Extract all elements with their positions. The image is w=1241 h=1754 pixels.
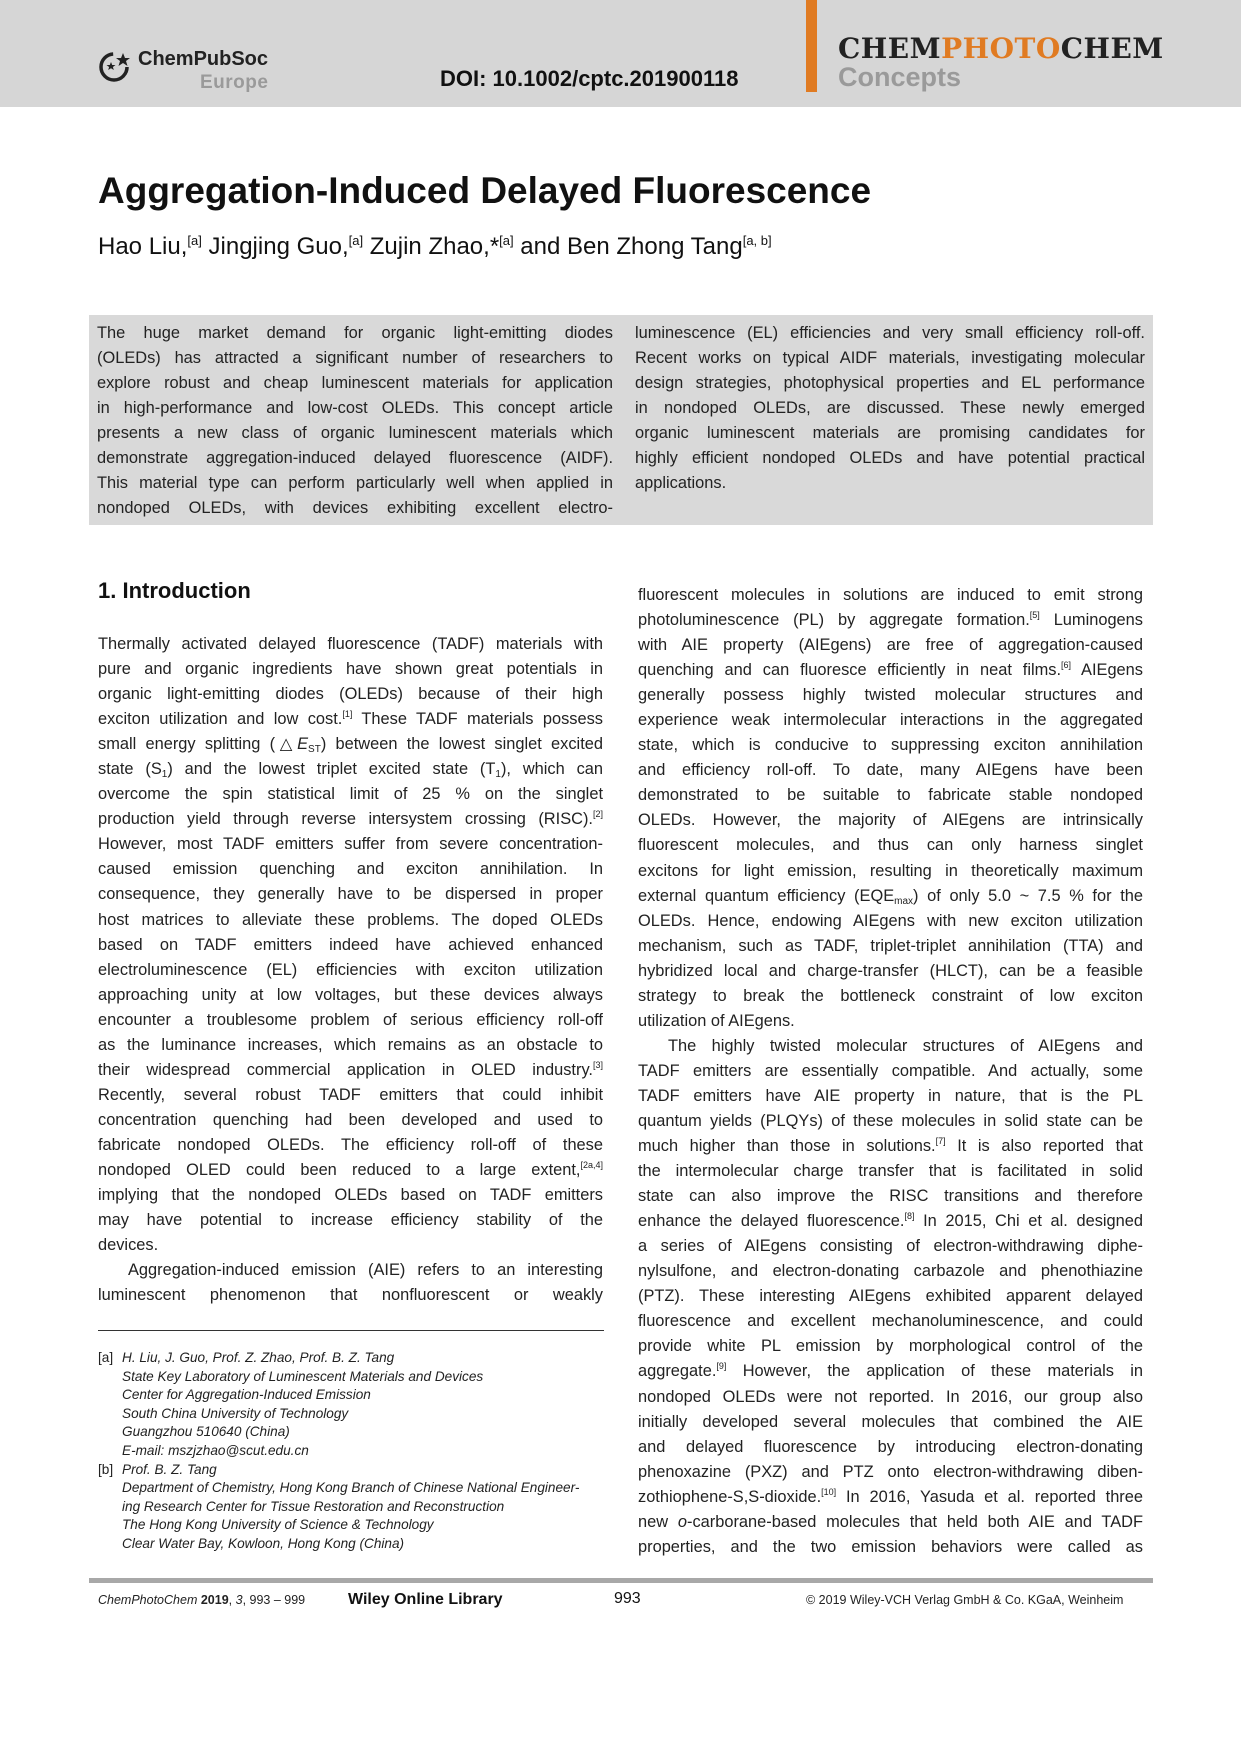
text-segment: AIEgens <box>1071 661 1143 680</box>
text-segment: ) of only 5.0 ~ 7.5 % for the <box>913 886 1143 905</box>
text-segment: enhance the delayed fluorescence. <box>638 1212 905 1231</box>
body-line: nylsulfone, and electron-donating carbazole and phenothiazine <box>638 1262 1143 1281</box>
body-line: the intermolecular charge transfer that is facilitated in solid <box>638 1162 1143 1181</box>
abstract-line: design strategies, photophysical properties and EL performance <box>635 374 1145 392</box>
logo-name: ChemPubSoc <box>138 48 269 70</box>
abstract-line: presents a new class of organic luminescent materials which <box>97 424 613 442</box>
body-line <box>98 807 603 832</box>
body-line <box>98 707 603 732</box>
section-heading-introduction: 1. Introduction <box>98 578 251 603</box>
footnote-line: South China University of Technology <box>122 1405 349 1421</box>
author-name: and Ben Zhong Tang <box>513 233 743 260</box>
body-line: TADF emitters are essentially compatible. And actually, some <box>638 1061 1143 1080</box>
body-line <box>638 658 1143 683</box>
text-segment: It is also reported that <box>945 1137 1143 1156</box>
footnote-line: Clear Water Bay, Kowloon, Hong Kong (China) <box>122 1535 405 1551</box>
body-line: and delayed fluorescence by introducing electron-donating <box>638 1437 1143 1456</box>
body-line: Recently, several robust TADF emitters that could inhibit <box>98 1085 603 1104</box>
body-line: encounter a troublesome problem of serious efficiency roll-off <box>98 1010 603 1029</box>
article-title: Aggregation-Induced Delayed Fluorescence <box>98 170 872 211</box>
author-affiliation: [a] <box>348 233 364 248</box>
body-line: fluorescent molecules, and thus can only harness singlet <box>638 836 1143 855</box>
body-line: caused emission quenching and exciton annihilation. In <box>98 860 603 879</box>
body-line: utilization of AIEgens. <box>638 1011 795 1030</box>
abstract-right-column <box>635 321 1145 496</box>
footnote-tag: [b] <box>98 1461 114 1477</box>
text-segment: new <box>638 1512 678 1531</box>
body-right-column <box>638 583 1143 1560</box>
text-segment: much higher than those in solutions. <box>638 1137 936 1156</box>
body-line <box>98 1058 603 1083</box>
body-line: quantum yields (PLQYs) of these molecules in solid state can be <box>638 1111 1143 1130</box>
text-segment: In 2016, Yasuda et al. reported three <box>836 1487 1143 1506</box>
body-line: devices. <box>98 1236 159 1255</box>
body-line: OLEDs. However, the majority of AIEgens are intrinsically <box>638 811 1143 830</box>
subscript: 1 <box>495 769 501 781</box>
body-line <box>98 732 603 757</box>
text-segment: nondoped OLED could been reduced to a large extent, <box>98 1160 581 1179</box>
body-line: organic light-emitting diodes (OLEDs) because of their high <box>98 685 603 704</box>
abstract-line: demonstrate aggregation-induced delayed fluorescence (AIDF). <box>97 449 613 467</box>
body-line: fabricate nondoped OLEDs. The efficiency roll-off of these <box>98 1135 603 1154</box>
body-line: approaching unity at low voltages, but these devices always <box>98 985 603 1004</box>
body-line: overcome the spin statistical limit of 25 % on the singlet <box>98 785 603 804</box>
body-line: demonstrated to be suitable to fabricate stable nondoped <box>638 786 1143 805</box>
body-line: pure and organic ingredients have shown great potentials in <box>98 660 603 679</box>
body-line: experience weak intermolecular interactions in the aggregated <box>638 711 1143 730</box>
body-line: with AIE property (AIEgens) are free of aggregation-caused <box>638 636 1143 655</box>
footnote-line: Department of Chemistry, Hong Kong Branch of Chinese National Engineer- <box>122 1480 580 1496</box>
text-segment: small energy splitting (△ <box>98 735 298 754</box>
footnote-email[interactable]: E-mail: mszjzhao@scut.edu.cn <box>122 1442 309 1458</box>
body-line: luminescent phenomenon that nonfluorescent or weakly <box>98 1286 603 1305</box>
citation: [7] <box>935 1136 946 1147</box>
body-line: Thermally activated delayed fluorescence (TADF) materials with <box>98 635 603 653</box>
footer-citation: ChemPhotoChem 2019, 3, 993 – 999 <box>98 1593 306 1607</box>
symbol: E <box>297 735 309 754</box>
chempubsoc-logo-icon <box>98 47 134 87</box>
body-line <box>638 1359 1143 1384</box>
body-line: a series of AIEgens consisting of electron-withdrawing diphe- <box>638 1237 1143 1256</box>
abstract-line: organic luminescent materials are promising candidates for <box>635 424 1145 442</box>
text-segment: ), which can <box>500 760 604 779</box>
body-line: hybridized local and charge-transfer (HLCT), can be a feasible <box>638 961 1143 980</box>
citation: [6] <box>1061 660 1072 671</box>
body-line: consequence, they generally have to be dispersed in proper <box>98 885 603 904</box>
body-line <box>638 1510 1143 1535</box>
abstract-line: Recent works on typical AIDF materials, investigating molecular <box>635 349 1145 367</box>
footnote-line: ing Research Center for Tissue Restoration and Reconstruction <box>122 1498 505 1514</box>
subscript: max <box>894 895 914 907</box>
journal-title-part3: CHEM <box>1060 32 1164 65</box>
body-line: fluorescent molecules in solutions are induced to emit strong <box>638 586 1143 604</box>
footnote-divider <box>98 1330 604 1331</box>
logo-region: Europe <box>200 72 269 93</box>
body-line: implying that the nondoped OLEDs based on TADF emitters <box>98 1186 603 1205</box>
author-name: Jingjing Guo, <box>201 233 349 260</box>
body-line: initially developed several molecules that combined the AIE <box>638 1412 1143 1431</box>
abstract-line: (OLEDs) has attracted a significant number of researchers to <box>97 349 613 367</box>
author-name: Hao Liu, <box>98 233 188 260</box>
text-segment: In 2015, Chi et al. designed <box>914 1212 1143 1231</box>
abstract-line: nondoped OLEDs, with devices exhibiting excellent electro- <box>97 499 613 517</box>
body-line: fluorescence and excellent mechanoluminescence, and could <box>638 1312 1143 1331</box>
body-line: generally possess highly twisted molecular structures and <box>638 686 1143 705</box>
body-line: based on TADF emitters indeed have achieved enhanced <box>98 935 603 954</box>
author-affiliation: [a, b] <box>742 233 772 248</box>
abstract-line: applications. <box>635 474 727 492</box>
body-line: OLEDs. Hence, endowing AIEgens with new exciton utilization <box>638 911 1143 930</box>
text-segment: aggregate. <box>638 1362 717 1381</box>
body-line: electroluminescence (EL) efficiencies with exciton utilization <box>98 960 603 979</box>
text-segment: state (S <box>98 760 162 779</box>
text-segment: quenching and can fluoresce efficiently in neat films. <box>638 661 1062 680</box>
author-affiliation: [a] <box>187 233 202 248</box>
journal-accent-bar <box>806 0 817 92</box>
footnote-line: H. Liu, J. Guo, Prof. Z. Zhao, Prof. B. Z. Tang <box>122 1350 395 1365</box>
text-segment: their widespread commercial application in OLED industry. <box>98 1060 593 1079</box>
author-name: Zujin Zhao,* <box>363 233 500 260</box>
citation: [2] <box>592 809 603 820</box>
text-segment: exciton utilization and low cost. <box>98 710 343 729</box>
abstract-line: This material type can perform particularly well when applied in <box>97 474 613 492</box>
footnote-tag: [a] <box>98 1350 114 1365</box>
author-affiliation: [a] <box>499 233 514 248</box>
footnote-line: Center for Aggregation-Induced Emission <box>122 1387 371 1403</box>
body-line: nondoped OLEDs were not reported. In 2016, our group also <box>638 1387 1143 1406</box>
body-line: phenoxazine (PXZ) and PTZ onto electron-withdrawing diben- <box>638 1462 1143 1481</box>
body-line: state, which is conducive to suppressing exciton annihilation <box>638 736 1143 755</box>
body-line: state can also improve the RISC transitions and therefore <box>638 1187 1143 1206</box>
abstract-line: luminescence (EL) efficiencies and very small efficiency roll-off. <box>635 324 1145 342</box>
footer-pages: 993 – 999 <box>249 1593 306 1607</box>
footer-year: 2019 <box>200 1593 229 1607</box>
footnote-a <box>98 1349 604 1461</box>
citation: [1] <box>342 709 353 720</box>
publisher-logo <box>98 47 288 97</box>
footnote-line: State Key Laboratory of Luminescent Materials and Devices <box>122 1368 484 1384</box>
page-number: 993 <box>614 1590 641 1607</box>
footnote-line: The Hong Kong University of Science & Technology <box>122 1517 434 1533</box>
footnote-line: Guangzhou 510640 (China) <box>122 1424 290 1440</box>
subscript: ST <box>308 744 321 756</box>
footnote-line: Prof. B. Z. Tang <box>122 1461 217 1477</box>
text-segment: -carborane-based molecules that held both AIE and TADF <box>686 1512 1144 1531</box>
subscript: 1 <box>161 769 168 781</box>
body-line: host matrices to alleviate these problems. The doped OLEDs <box>98 910 603 929</box>
body-line: However, most TADF emitters suffer from severe concentration- <box>98 835 603 854</box>
citation: [10] <box>821 1486 837 1497</box>
abstract-line: in high-performance and low-cost OLEDs. This concept article <box>97 399 613 417</box>
citation: [2a,4] <box>580 1159 603 1170</box>
text-segment: ) between the lowest singlet excited <box>320 735 603 754</box>
copyright: © 2019 Wiley-VCH Verlag GmbH & Co. KGaA, Weinheim <box>806 1593 1124 1607</box>
text-segment: photoluminescence (PL) by aggregate formation. <box>638 611 1030 630</box>
doi: DOI: 10.1002/cptc.201900118 <box>440 66 739 91</box>
text-segment: external quantum efficiency (EQE <box>638 886 895 905</box>
article-type: Concepts <box>838 62 962 92</box>
text-segment: production yield through reverse intersystem crossing (RISC). <box>98 810 593 829</box>
body-line: mechanism, such as TADF, triplet-triplet annihilation (TTA) and <box>638 936 1143 955</box>
journal-title-part1: CHEM <box>838 32 942 65</box>
journal-title-part2: PHOTO <box>941 32 1061 65</box>
text-segment: ) and the lowest triplet excited state (T <box>167 760 496 779</box>
body-line <box>638 1134 1143 1159</box>
italic-prefix: o <box>677 1512 687 1531</box>
affiliation-footnotes <box>98 1349 604 1554</box>
body-line <box>98 1158 603 1183</box>
body-line <box>638 1209 1143 1234</box>
text-segment: These TADF materials possess <box>352 710 603 729</box>
footer-journal-name: ChemPhotoChem <box>98 1593 198 1607</box>
body-line: provide white PL emission by morphological control of the <box>638 1337 1143 1356</box>
footer-volume: 3 <box>235 1593 243 1607</box>
body-line: (PTZ). These interesting AIEgens exhibited apparent delayed <box>638 1287 1143 1306</box>
body-line: as the luminance increases, which remains as an obstacle to <box>98 1035 603 1054</box>
citation: [9] <box>716 1361 727 1372</box>
text-segment: Luminogens <box>1039 611 1143 630</box>
body-line: Aggregation-induced emission (AIE) refers to an interesting <box>128 1261 603 1280</box>
body-line: The highly twisted molecular structures of AIEgens and <box>668 1036 1143 1055</box>
body-line: properties, and the two emission behaviors were called as <box>638 1537 1143 1556</box>
citation: [3] <box>592 1059 603 1070</box>
wiley-online-library-link[interactable]: Wiley Online Library <box>348 1591 503 1608</box>
body-left-column <box>98 632 603 1308</box>
body-line: concentration quenching had been developed and used to <box>98 1110 603 1129</box>
body-line: excitons for light emission, resulting in theoretically maximum <box>638 861 1143 880</box>
body-line: may have potential to increase efficiency stability of the <box>98 1211 603 1230</box>
citation: [8] <box>904 1211 915 1222</box>
body-line: TADF emitters have AIE property in nature, that is the PL <box>638 1086 1143 1105</box>
abstract-line: explore robust and cheap luminescent materials for application <box>97 374 613 392</box>
body-line: and efficiency roll-off. To date, many AIEgens have been <box>638 761 1143 780</box>
abstract-line: The huge market demand for organic light-emitting diodes <box>97 324 613 342</box>
footer-divider <box>89 1578 1153 1583</box>
body-line <box>638 1485 1143 1510</box>
author-list <box>98 233 772 261</box>
text-segment: However, the application of these materials in <box>726 1362 1143 1381</box>
abstract-left-column <box>97 321 613 521</box>
footnote-b <box>98 1461 604 1554</box>
citation: [5] <box>1029 610 1040 621</box>
abstract-line: highly efficient nondoped OLEDs and have potential practical <box>635 449 1145 467</box>
abstract-line: in nondoped OLEDs, are discussed. These newly emerged <box>635 399 1145 417</box>
body-line: strategy to break the bottleneck constraint of low exciton <box>638 986 1143 1005</box>
body-line <box>638 608 1143 633</box>
journal-title <box>838 32 1164 65</box>
text-segment: zothiophene-S,S-dioxide. <box>638 1487 822 1506</box>
body-line <box>98 757 603 782</box>
abstract <box>89 315 1153 525</box>
body-line <box>638 884 1143 909</box>
